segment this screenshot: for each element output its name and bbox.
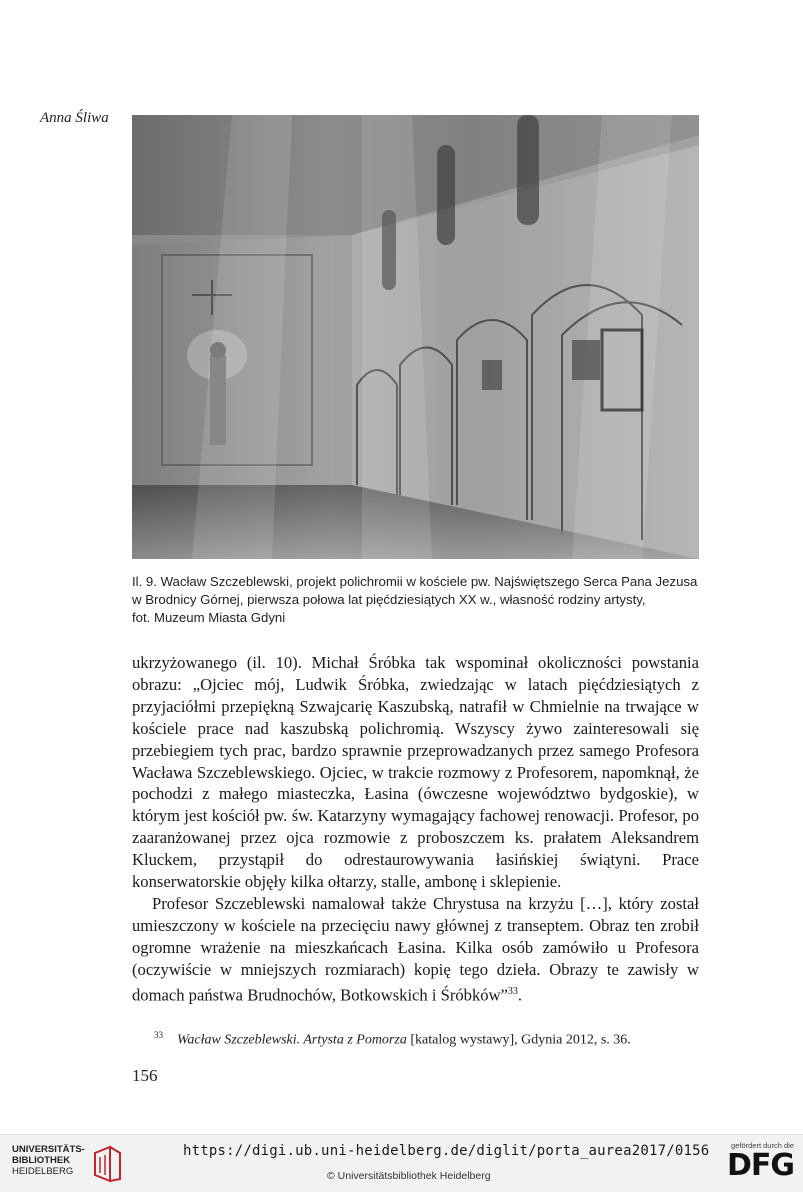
paragraph-end: . xyxy=(517,985,523,1005)
footnote-text: [katalog wystawy], Gdynia 2012, s. 36. xyxy=(406,1032,631,1048)
page-number: 156 xyxy=(132,1066,158,1085)
dfg-funding[interactable] xyxy=(712,1141,794,1182)
caption-line: Il. 9. Wacław Szczeblewski, projekt polichromii w kościele pw. Najświętszego Serca Pana Jezusa xyxy=(132,574,698,589)
caption-line: w Brodnicy Górnej, pierwsza połowa lat pięćdziesiątych XX w., własność rodziny artysty, xyxy=(132,592,646,607)
dfg-logo: DFG xyxy=(726,1148,794,1183)
source-url[interactable]: https://digi.ub.uni-heidelberg.de/diglit/porta_aurea2017/0156 xyxy=(183,1143,710,1159)
library-line: BIBLIOTHEK xyxy=(12,1155,71,1166)
paragraph: ukrzyżowanego (il. 10). Michał Śróbka tak wspominał okoliczności powstania obrazu: „Ojciec mój, Ludwik Śróbka, zwiedzając w latach pięćdziesiątych z przyjaciółmi przepiękną Szwajcarię Kaszubską, natrafił w Chmielnie na trwające w kościele prace nad kaszubską polichromią. Wszyscy żywo zainteresowali się przebiegiem tych prac, bardzo sprawnie przeprowadzanych przez samego Profesora Wacława Szczeblewskiego. Ojciec, w trakcie rozmowy z Profesorem, napomknął, że pochodzi z małego miasteczka, Łasina (ówczesne województwo bydgoskie), w którym jest kościół pw. św. Katarzyny wymagający fachowej renowacji. Profesor, po zaaranżowanej przez ojca rozmowie z proboszczem ks. prałatem Aleksandrem Kluckem, przystąpił do odrestaurowywania łasińskiej świątyni. Prace konserwatorskie objęły kilka ołtarzy, stalle, ambonę i sklepienie. xyxy=(132,653,699,892)
paragraph-text: Profesor Szczeblewski namalował także Chrystusa na krzyżu […], który został umieszczony w kościele na przecięciu nawy głównej z transeptem. Obraz ten zrobił ogromne wrażenie na mieszkańcach Łasina. Kilka osób zamówiło u Profesora (oczywiście w mniejszych rozmiarach) kopię tego dzieła. Obrazy te zawisły w domach państwa Brudnochów, Botkowskich i Śróbków” xyxy=(132,893,699,1005)
funding-note: gefördert durch die xyxy=(731,1141,794,1150)
footnote-title: Wacław Szczeblewski. Artysta z Pomorza xyxy=(177,1032,407,1048)
copyright-notice: © Universitätsbibliothek Heidelberg xyxy=(327,1170,491,1182)
footnote xyxy=(132,1026,699,1050)
figure-image xyxy=(132,115,699,559)
library-line: HEIDELBERG xyxy=(12,1166,74,1177)
library-logo[interactable] xyxy=(12,1143,122,1185)
library-name xyxy=(12,1144,85,1177)
footnote-number: 33 xyxy=(154,1030,163,1040)
figure-caption xyxy=(132,573,702,627)
body-text xyxy=(132,652,699,1006)
church-interior-sketch xyxy=(132,115,699,559)
running-header-author: Anna Śliwa xyxy=(40,110,109,126)
footnote-ref[interactable]: 33 xyxy=(507,985,518,997)
library-emblem-icon xyxy=(92,1145,122,1183)
caption-line: fot. Muzeum Miasta Gdyni xyxy=(132,610,286,625)
digitization-footer xyxy=(0,1134,803,1192)
paragraph xyxy=(132,893,699,1006)
library-line: UNIVERSITÄTS- xyxy=(12,1144,85,1155)
